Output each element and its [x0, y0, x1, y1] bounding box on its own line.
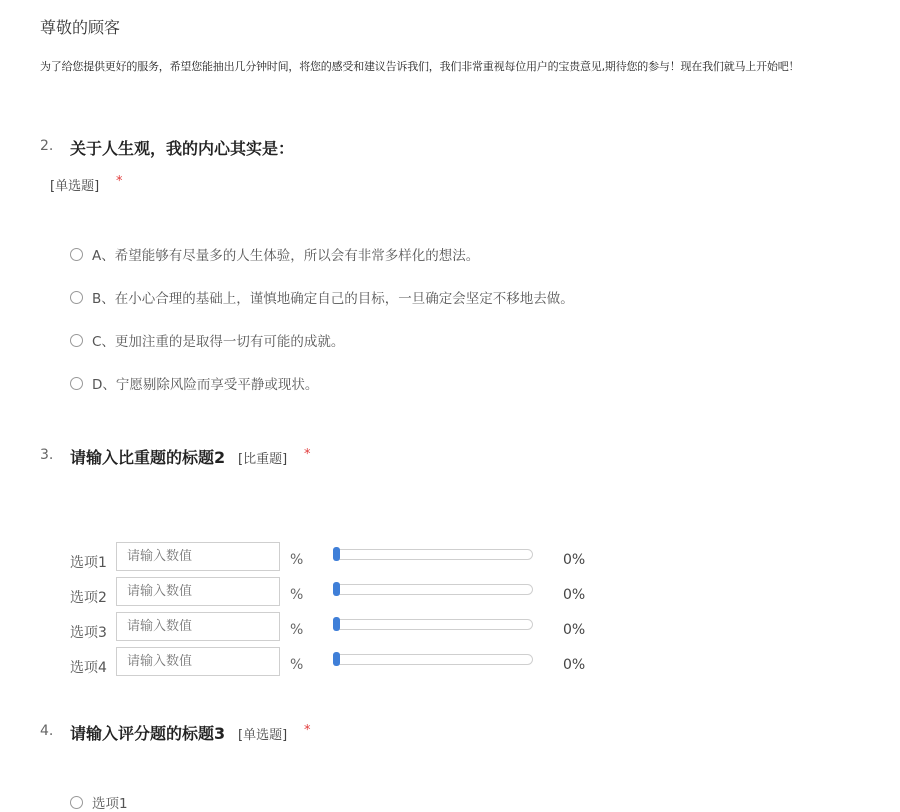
percent-unit: % — [290, 552, 304, 568]
question-title: 请输入比重题的标题2 — [70, 448, 226, 467]
weight-slider-handle[interactable] — [333, 547, 340, 561]
percent-unit: % — [290, 587, 304, 603]
radio-button[interactable] — [70, 377, 83, 390]
weight-slider-track[interactable] — [334, 549, 533, 560]
weight-slider-handle[interactable] — [333, 652, 340, 666]
question-number: 4. — [40, 723, 54, 739]
required-mark: * — [116, 174, 123, 189]
percent-unit: % — [290, 622, 304, 638]
radio-option[interactable] — [70, 330, 344, 350]
radio-button[interactable] — [70, 796, 83, 809]
question-title: 请输入评分题的标题3 — [70, 724, 226, 743]
weight-row-label: 选项1 — [70, 555, 107, 571]
option-label: D、宁愿剔除风险而享受平静或现状。 — [92, 377, 319, 393]
radio-option[interactable] — [70, 373, 318, 393]
question-title: 关于人生观，我的内心其实是： — [70, 139, 295, 158]
required-mark: * — [304, 723, 311, 738]
weight-row-label: 选项4 — [70, 660, 107, 676]
question-type-label: [单选题] — [50, 179, 100, 194]
radio-button[interactable] — [70, 334, 83, 347]
option-label: 选项1 — [92, 796, 128, 812]
radio-option[interactable] — [70, 244, 479, 264]
intro-text: 为了给您提供更好的服务，希望您能抽出几分钟时间，将您的感受和建议告诉我们，我们非常重视每位用户的宝贵意见,期待您的参与！现在我们就马上开始吧！ — [40, 60, 800, 73]
question-type-label: [单选题] — [238, 728, 288, 743]
option-label: B、在小心合理的基础上，谨慎地确定自己的目标，一旦确定会坚定不移地去做。 — [92, 291, 574, 307]
option-label: A、希望能够有尽量多的人生体验，所以会有非常多样化的想法。 — [92, 248, 480, 264]
radio-option[interactable] — [70, 792, 128, 812]
radio-button[interactable] — [70, 248, 83, 261]
radio-button[interactable] — [70, 291, 83, 304]
question-number: 3. — [40, 447, 54, 463]
weight-percent-value: 0% — [563, 552, 586, 568]
weight-percent-value: 0% — [563, 587, 586, 603]
weight-percent-value: 0% — [563, 622, 586, 638]
weight-slider-handle[interactable] — [333, 617, 340, 631]
weight-slider-handle[interactable] — [333, 582, 340, 596]
required-mark: * — [304, 447, 311, 462]
weight-percent-value: 0% — [563, 657, 586, 673]
weight-input[interactable] — [116, 542, 280, 571]
weight-row-label: 选项3 — [70, 625, 107, 641]
question-type-label: [比重题] — [238, 452, 288, 467]
option-label: C、更加注重的是取得一切有可能的成就。 — [92, 334, 345, 350]
radio-option[interactable] — [70, 287, 574, 307]
greeting-text: 尊敬的顾客 — [40, 18, 121, 37]
weight-slider-track[interactable] — [334, 584, 533, 595]
weight-row-label: 选项2 — [70, 590, 107, 606]
weight-slider-track[interactable] — [334, 654, 533, 665]
weight-input[interactable] — [116, 647, 280, 676]
weight-input[interactable] — [116, 612, 280, 641]
percent-unit: % — [290, 657, 304, 673]
question-number: 2. — [40, 138, 54, 154]
weight-input[interactable] — [116, 577, 280, 606]
weight-slider-track[interactable] — [334, 619, 533, 630]
